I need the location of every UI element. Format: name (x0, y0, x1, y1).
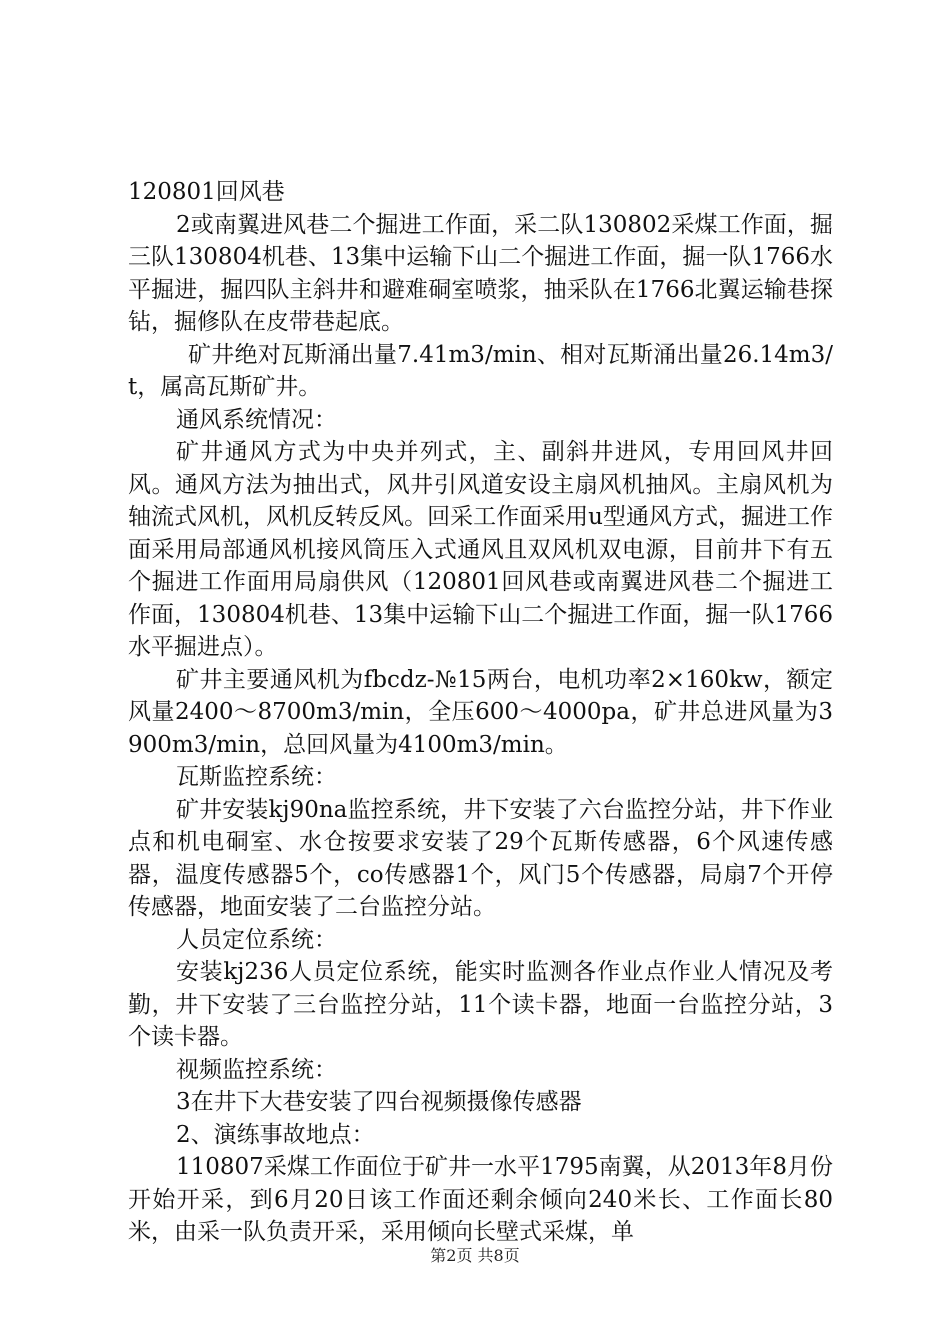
paragraph-video-monitoring: 3在井下大巷安装了四台视频摄像传感器 (176, 1089, 582, 1115)
paragraph-heading-line: 120801回风巷 (128, 179, 285, 205)
paragraph-main-fan: 矿井主要通风机为fbcdz-№15两台，电机功率2×160kw，额定风量2400～8700m3/min，全压600～4000pa，矿井总进风量为3900m3/min，总回风量为4100m3/min。 (128, 666, 833, 758)
paragraph-personnel-positioning: 安装kj236人员定位系统，能实时监测各作业点作业人情况及考勤，井下安装了三台监控分站，11个读卡器，地面一台监控分站，3个读卡器。 (128, 959, 833, 1050)
paragraph-work-faces: 2或南翼进风巷二个掘进工作面，采二队130802采煤工作面，掘三队130804机巷、13集中运输下山二个掘进工作面，掘一队1766水平掘进，掘四队主斜井和避难硐室喷浆，抽采队在1766北翼运输巷探钻，掘修队在皮带巷起底。 (128, 211, 833, 335)
section-heading-accident-location: 2、演练事故地点： (176, 1121, 375, 1148)
paragraph-accident-location: 110807采煤工作面位于矿井一水平1795南翼，从2013年8月份开始开采，到6月20日该工作面还剩余倾向240米长、工作面长80米，由采一队负责开采，采用倾向长壁式采煤，单 (128, 1154, 833, 1245)
section-heading-ventilation: 通风系统情况： (176, 406, 337, 433)
page-number-footer: 第2页 共8页 (430, 1246, 520, 1265)
section-heading-personnel-positioning: 人员定位系统： (176, 926, 337, 953)
document-body (128, 176, 833, 1249)
section-heading-gas-monitoring: 瓦斯监控系统： (176, 764, 337, 790)
paragraph-gas-emission: 矿井绝对瓦斯涌出量7.41m3/min、相对瓦斯涌出量26.14m3/t，属高瓦斯矿井。 (128, 341, 833, 400)
section-heading-video-monitoring: 视频监控系统： (176, 1056, 337, 1083)
paragraph-gas-monitoring: 矿井安装kj90na监控系统，井下安装了六台监控分站，井下作业点和机电硐室、水仓按要求安装了29个瓦斯传感器，6个风速传感器，温度传感器5个，co传感器1个，风门5个传感器，局扇7个开停传感器，地面安装了二台监控分站。 (128, 796, 833, 920)
paragraph-ventilation-method: 矿井通风方式为中央并列式，主、副斜井进风，专用回风井回风。通风方法为抽出式，风井引风道安设主扇风机抽风。主扇风机为轴流式风机，风机反转反风。回采工作面采用u型通风方式，掘进工作面采用局部通风机接风筒压入式通风且双风机双电源，目前井下有五个掘进工作面用局扇供风（120801回风巷或南翼进风巷二个掘进工作面，130804机巷、13集中运输下山二个掘进工作面，掘一队1766水平掘进点）。 (128, 439, 833, 660)
